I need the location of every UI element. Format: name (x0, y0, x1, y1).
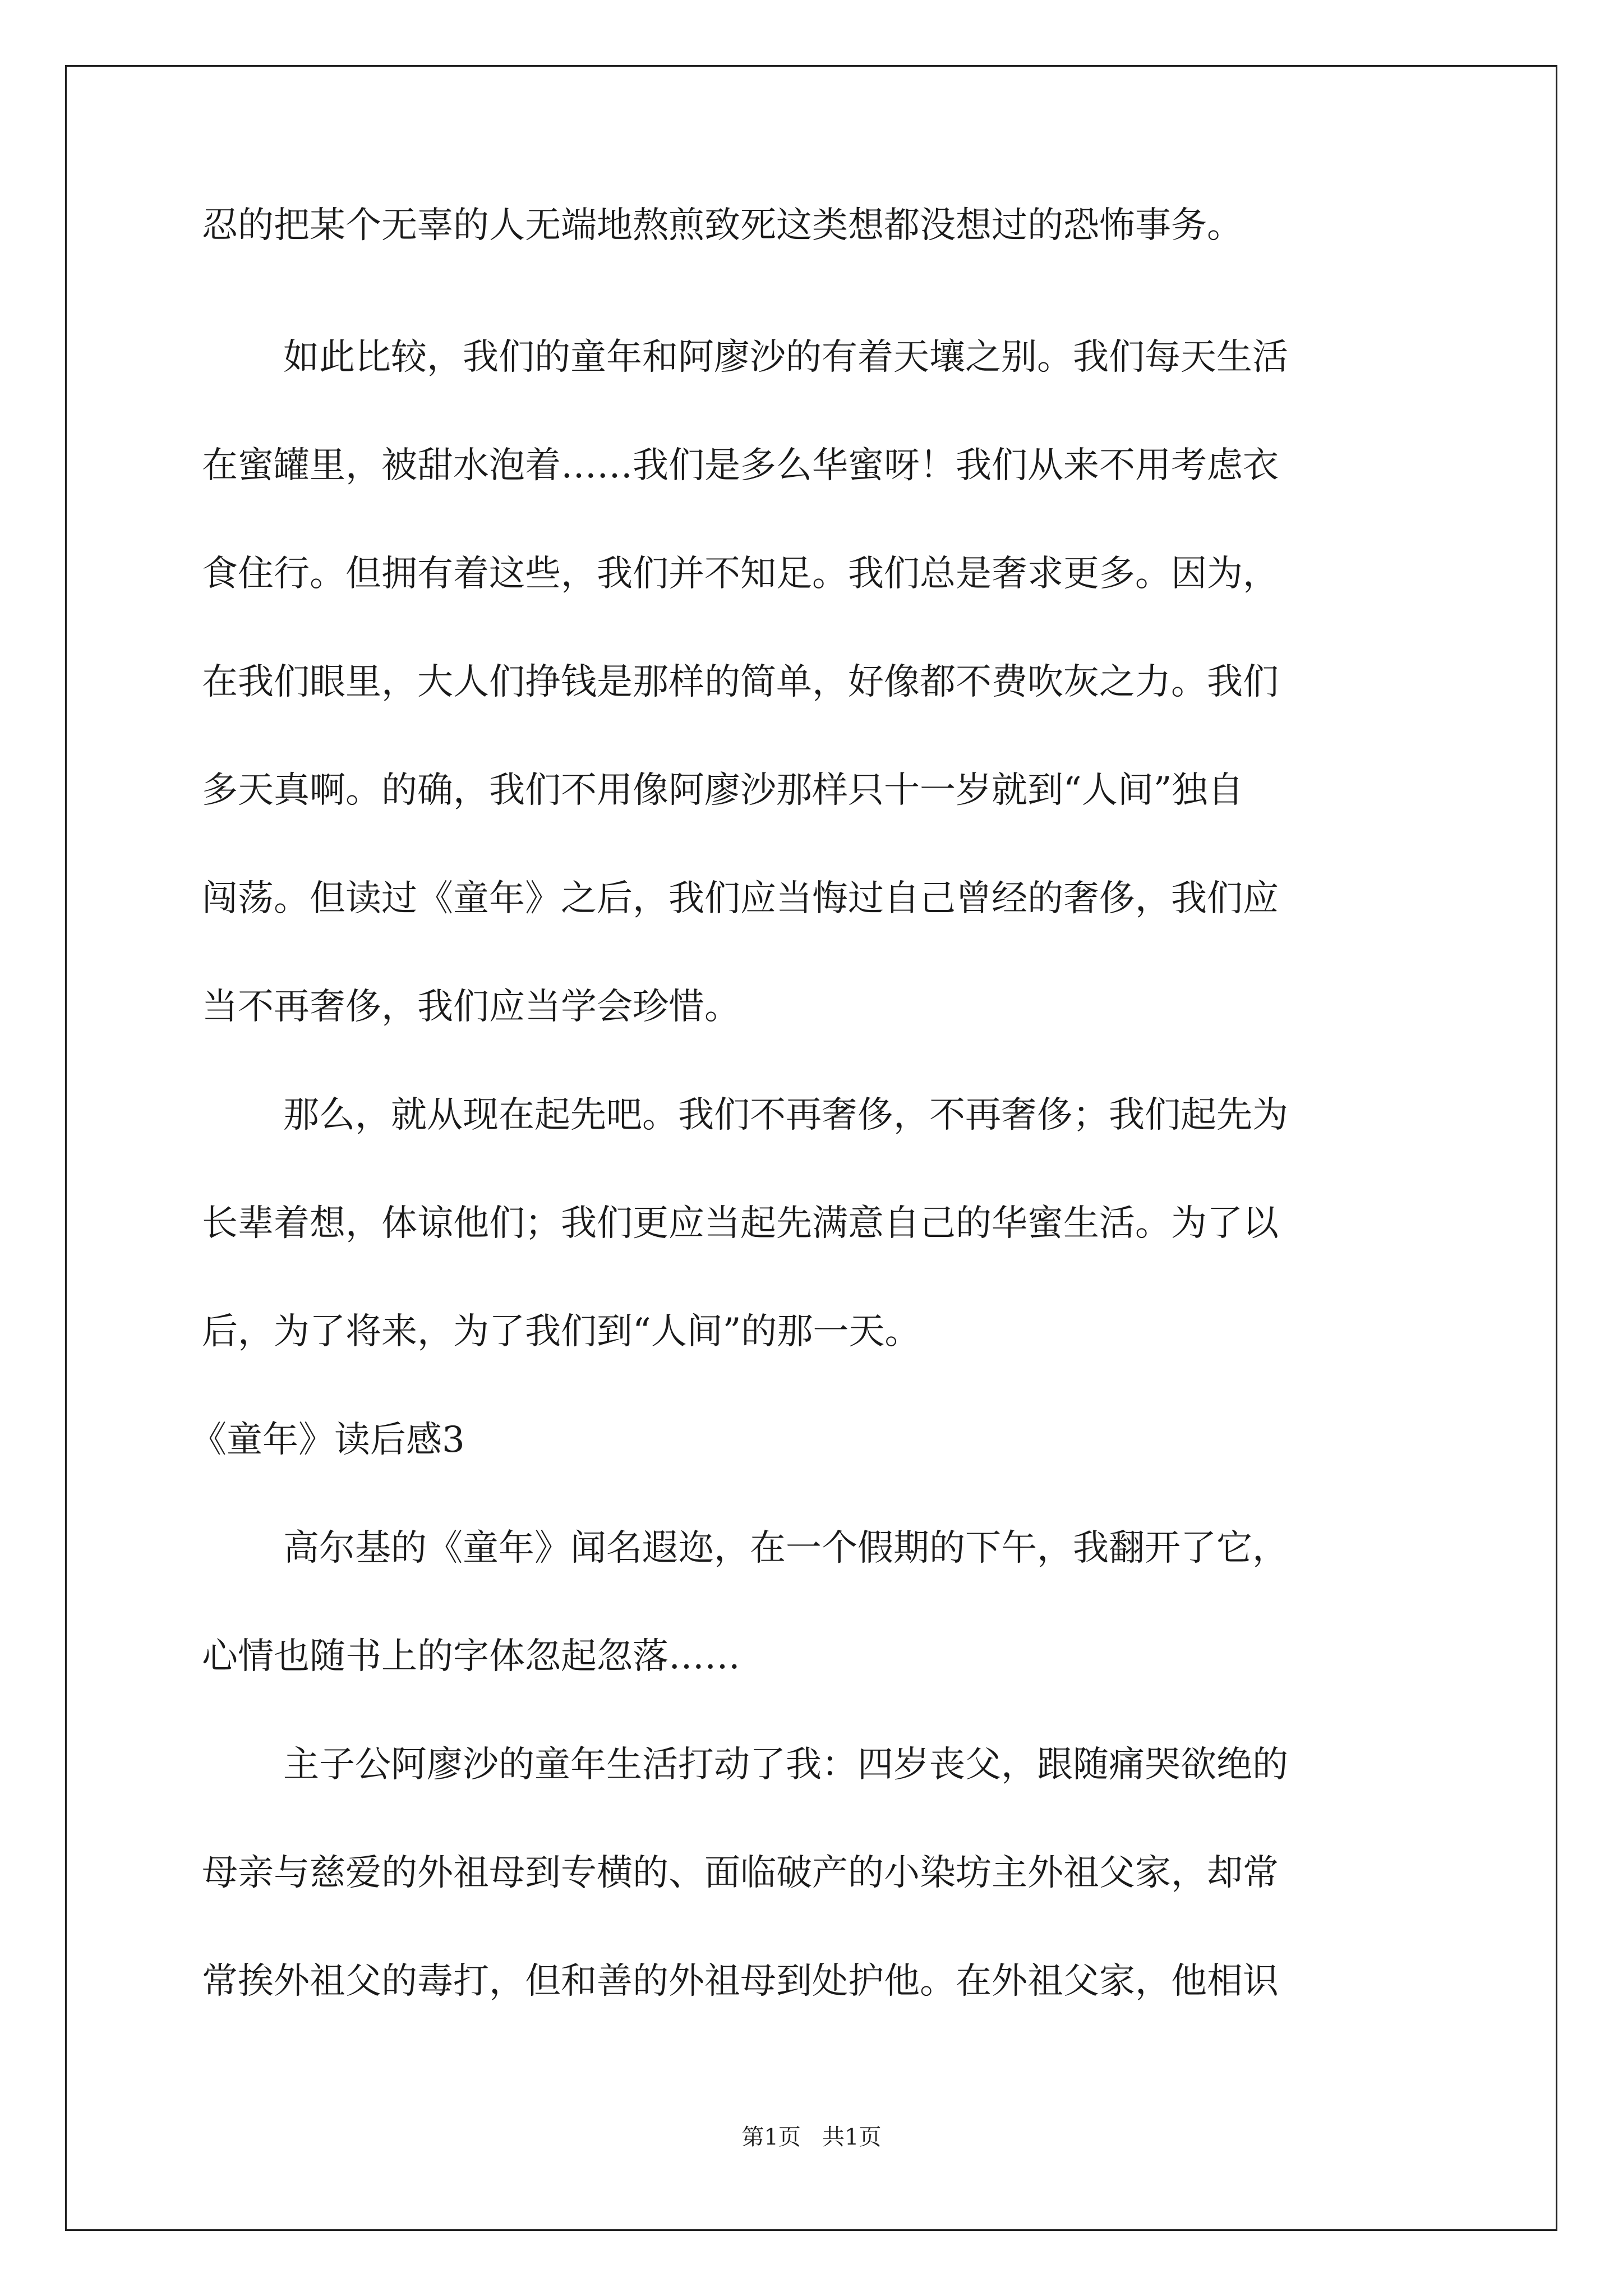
page-border (65, 65, 1557, 2231)
paragraph-line: 在我们眼里，大人们挣钱是那样的简单，好像都不费吹灰之力。我们 (202, 661, 1279, 703)
paragraph-line: 如此比较，我们的童年和阿廖沙的有着天壤之别。我们每天生活 (283, 337, 1288, 378)
paragraph-line: 心情也随书上的字体忽起忽落…… (202, 1636, 740, 1677)
paragraph-line: 在蜜罐里，被甜水泡着……我们是多么华蜜呀！我们从来不用考虑衣 (202, 445, 1279, 486)
paragraph-line: 多天真啊。的确，我们不用像阿廖沙那样只十一岁就到“人间”独自 (202, 770, 1244, 811)
paragraph-line: 闯荡。但读过《童年》之后，我们应当悔过自己曾经的奢侈，我们应 (202, 878, 1279, 919)
paragraph-line: 常挨外祖父的毒打，但和善的外祖母到处护他。在外祖父家，他相识 (202, 1961, 1279, 2002)
paragraph-line: 那么，就从现在起先吧。我们不再奢侈，不再奢侈；我们起先为 (283, 1094, 1288, 1136)
paragraph-line: 长辈着想，体谅他们；我们更应当起先满意自己的华蜜生活。为了以 (202, 1203, 1279, 1244)
paragraph-line: 食住行。但拥有着这些，我们并不知足。我们总是奢求更多。因为， (202, 553, 1279, 595)
paragraph-line: 母亲与慈爱的外祖母到专横的、面临破产的小染坊主外祖父家，却常 (202, 1852, 1279, 1894)
page-number-footer: 第1页 共1页 (741, 2124, 882, 2150)
section-heading: 《童年》读后感3 (191, 1419, 465, 1461)
paragraph-line: 后，为了将来，为了我们到“人间”的那一天。 (202, 1311, 921, 1352)
paragraph-line: 高尔基的《童年》闻名遐迩，在一个假期的下午，我翻开了它， (283, 1527, 1288, 1569)
paragraph-line: 当不再奢侈，我们应当学会珍惜。 (202, 986, 740, 1028)
paragraph-line: 忍的把某个无辜的人无端地熬煎致死这类想都没想过的恐怖事务。 (202, 205, 1243, 246)
paragraph-line: 主子公阿廖沙的童年生活打动了我：四岁丧父，跟随痛哭欲绝的 (283, 1744, 1288, 1786)
